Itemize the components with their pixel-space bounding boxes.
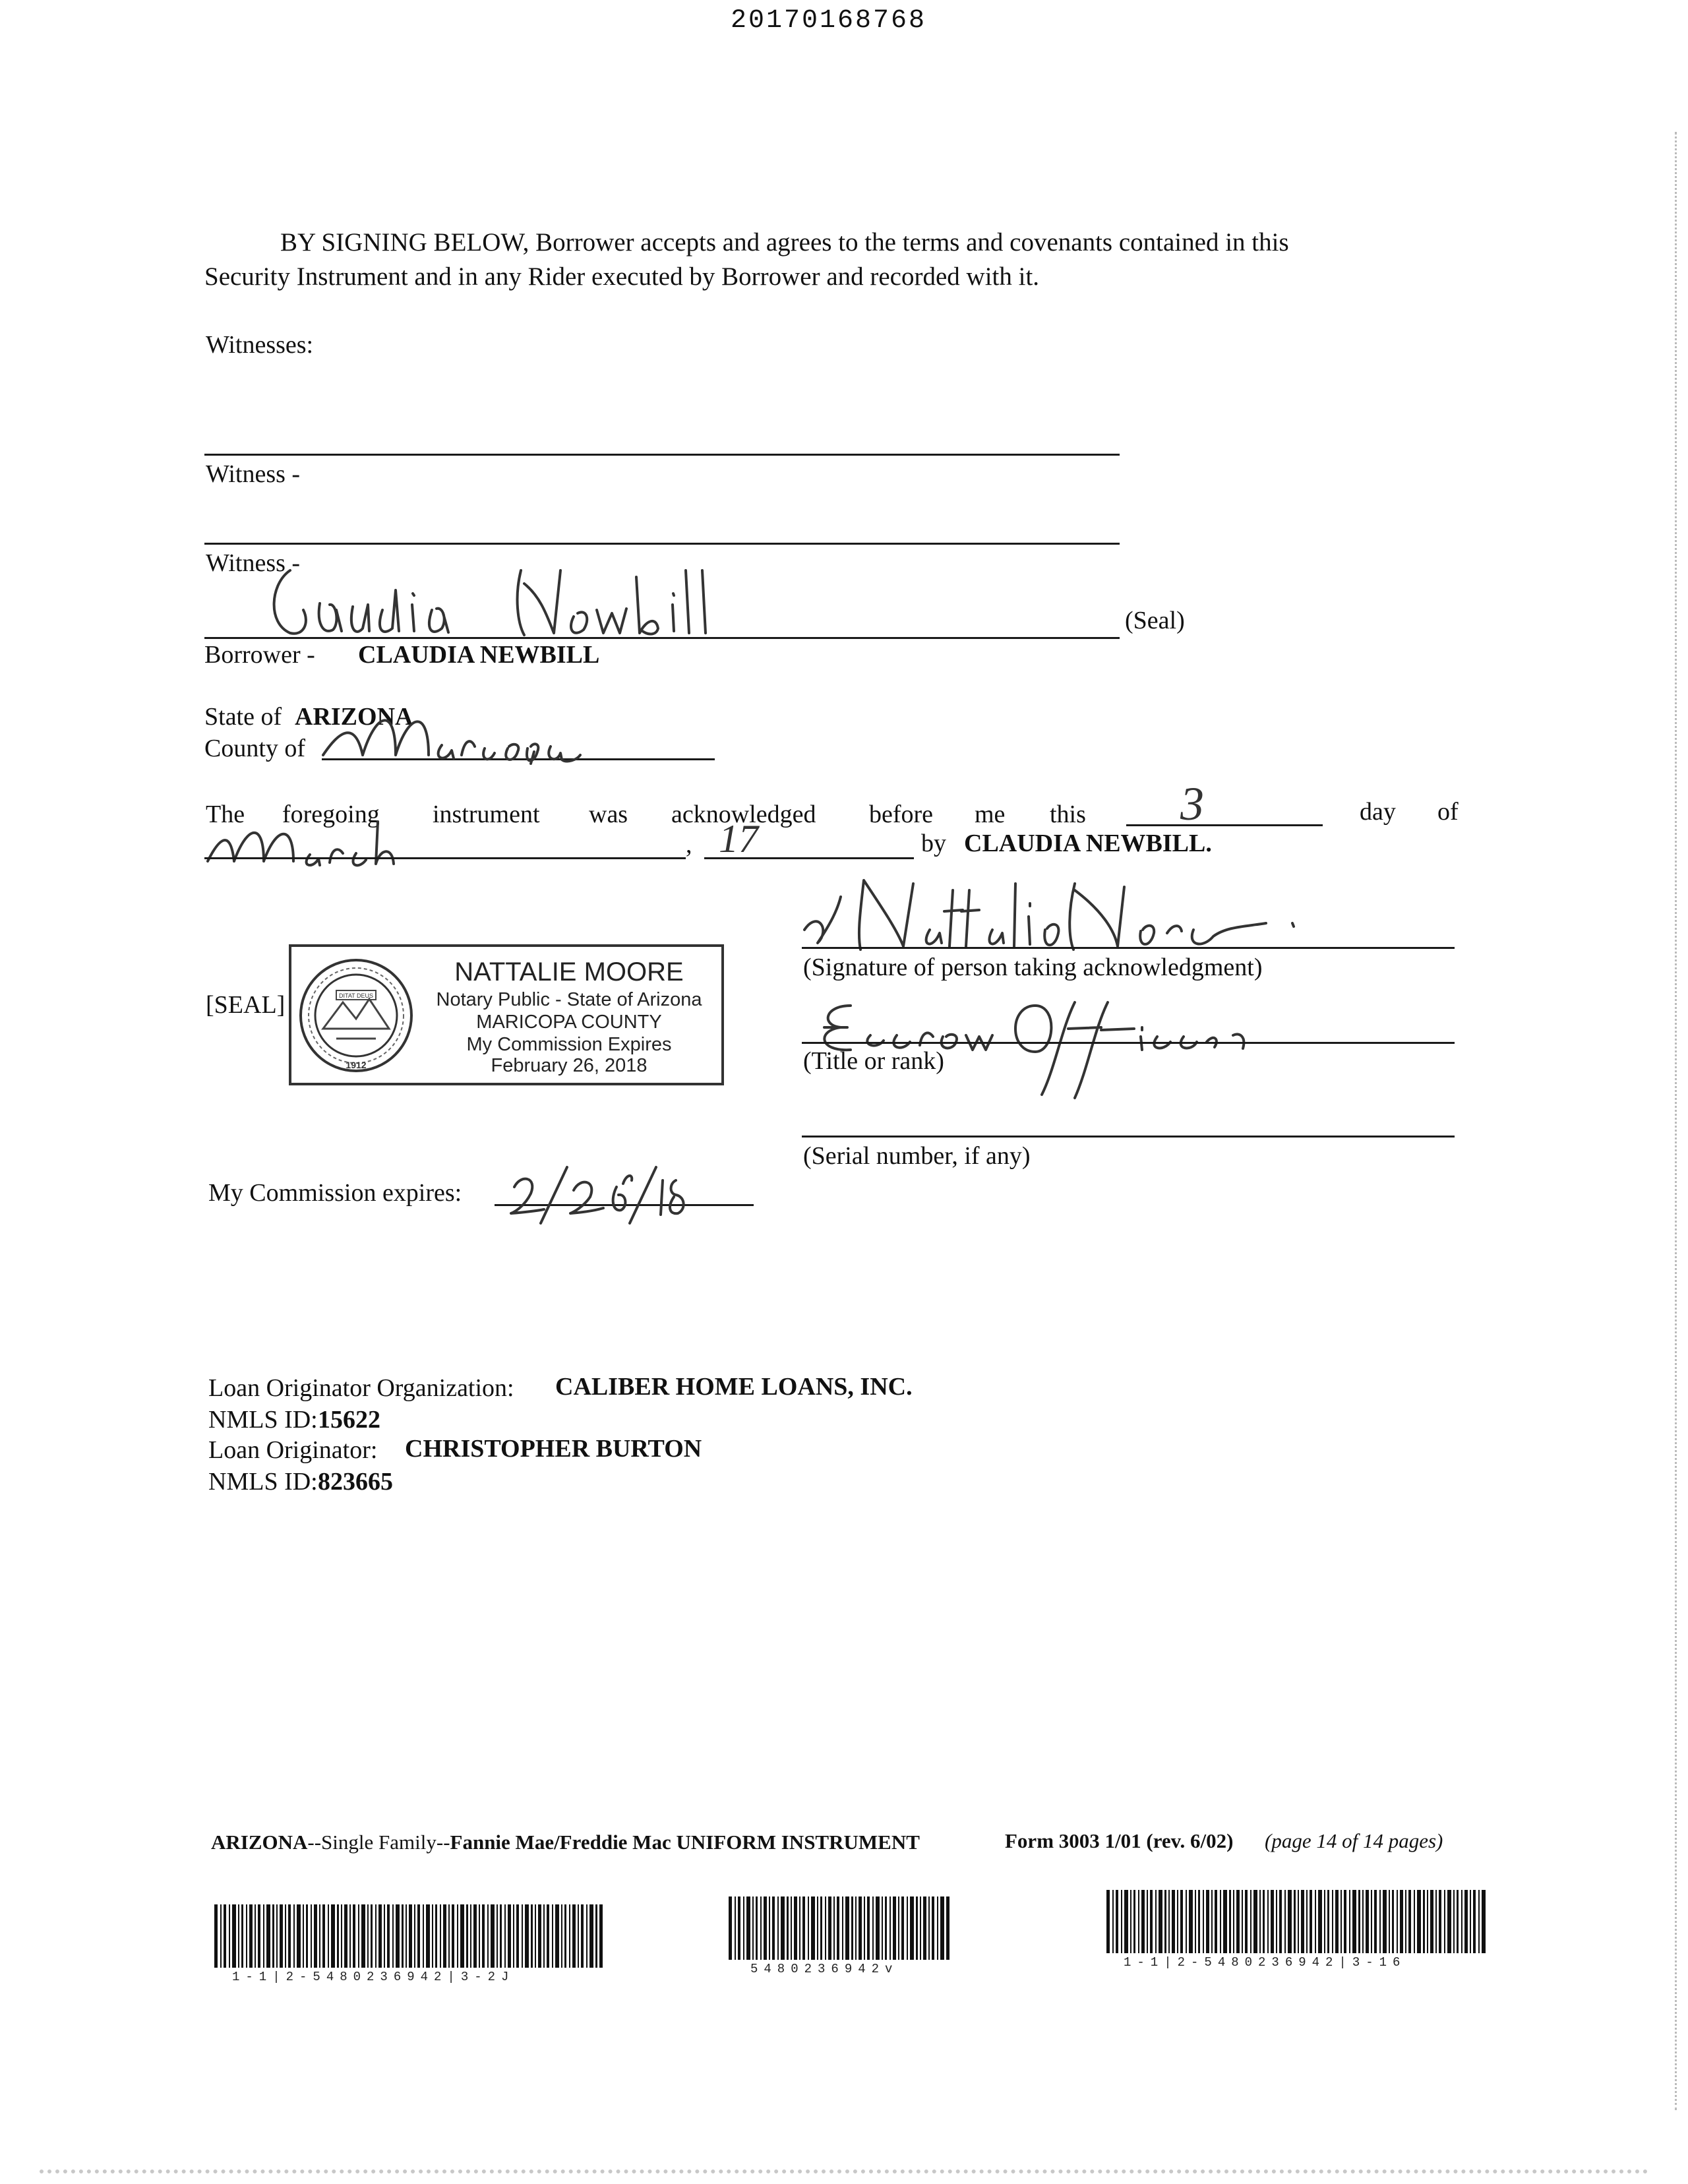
scan-edge-bottom [40,2169,1648,2173]
county-handwritten [316,699,686,765]
notary-title-caption: (Title or rank) [803,1047,944,1075]
originator-lo-nmls-label: NMLS ID: [208,1468,318,1496]
state-label: State of [204,703,282,731]
borrower-seal-label: (Seal) [1125,607,1185,634]
seal-motto: DITAT DEUS [338,992,374,999]
intro-line-1: BY SIGNING BELOW, Borrower accepts and agrees to the terms and covenants contained in this [280,228,1289,257]
barcode-3-text: 1-1|2-5480236942|3-16 [1124,1955,1406,1970]
intro-line-2: Security Instrument and in any Rider executed by Borrower and recorded with it. [204,262,1040,291]
originator-org-label: Loan Originator Organization: [208,1374,514,1402]
county-label: County of [204,735,306,762]
footer-form: Form 3003 1/01 (rev. 6/02) [1005,1829,1234,1852]
barcode-1-text: 1-1|2-5480236942|3-2J [232,1970,515,1984]
state-value: ARIZONA [295,703,413,731]
borrower-signature [264,557,725,643]
ack-word-was: was [589,801,628,828]
stamp-line-2: MARICOPA COUNTY [476,1012,662,1033]
scan-edge-right [1675,132,1677,2110]
ack-by-name: CLAUDIA NEWBILL. [964,830,1212,857]
witness-1-line [204,454,1120,456]
footer-sep: --Single Family-- [307,1831,450,1854]
notary-signature-caption: (Signature of person taking acknowledgment) [803,954,1263,981]
ack-word-foregoing: foregoing [282,801,380,828]
ack-month-line [204,857,686,859]
notary-signature-line [802,947,1455,949]
ack-by-label: by [921,830,946,857]
footer [211,1831,920,1854]
notary-seal-label: [SEAL] [206,991,286,1019]
notary-stamp [289,944,724,1085]
ack-of-word: of [1437,798,1459,826]
recording-number: 20170168768 [731,6,927,36]
footer-state: ARIZONA [211,1831,308,1854]
originator-org-nmls: 15622 [318,1406,380,1434]
ack-month-handwritten [201,815,425,868]
borrower-name: CLAUDIA NEWBILL [358,641,600,669]
barcode-3 [1106,1890,1489,1953]
originator-org-name: CALIBER HOME LOANS, INC. [555,1373,913,1401]
barcode-2 [729,1896,950,1960]
stamp-line-3: My Commission Expires [466,1034,672,1055]
ack-word-me: me [975,801,1006,828]
witness-2-line [204,543,1120,545]
ack-word-acknowledged: acknowledged [671,801,816,828]
notary-serial-line [802,1136,1455,1138]
borrower-label: Borrower - [204,641,315,669]
borrower-signature-line [204,637,1120,639]
footer-page: (page 14 of 14 pages) [1265,1829,1443,1852]
ack-comma: , [686,831,692,859]
originator-lo-nmls: 823665 [318,1468,393,1496]
witness-2-label: Witness - [206,549,301,577]
commission-handwritten [501,1161,712,1227]
ack-day-handwritten: 3 [1180,777,1204,830]
ack-word-before: before [869,801,934,828]
witness-1-label: Witness - [206,460,301,488]
witnesses-heading: Witnesses: [206,331,314,359]
barcode-2-text: 5480236942v [750,1962,899,1976]
originator-lo-label: Loan Originator: [208,1436,378,1464]
stamp-notary-name: NATTALIE MOORE [454,957,684,986]
ack-day-line [1126,824,1323,826]
originator-org-nmls-label: NMLS ID: [208,1406,318,1434]
notary-serial-caption: (Serial number, if any) [803,1142,1031,1170]
notary-signature [791,870,1306,956]
commission-label: My Commission expires: [208,1179,462,1207]
ack-word-instrument: instrument [433,801,540,828]
ack-word-the: The [206,801,245,828]
barcode-1 [214,1904,605,1968]
ack-word-this: this [1050,801,1086,828]
ack-year-handwritten: 17 [719,817,758,861]
seal-year: 1912 [346,1060,367,1070]
stamp-line-1: Notary Public - State of Arizona [436,989,702,1010]
footer-agency: Fannie Mae/Freddie Mac UNIFORM INSTRUMENT [450,1831,920,1854]
ack-day-word: day [1360,798,1396,826]
notary-title-line [802,1042,1455,1044]
stamp-line-4: February 26, 2018 [491,1055,648,1076]
notary-title-handwritten [811,989,1286,1101]
originator-lo-name: CHRISTOPHER BURTON [405,1435,702,1463]
arizona-state-seal [297,956,415,1075]
